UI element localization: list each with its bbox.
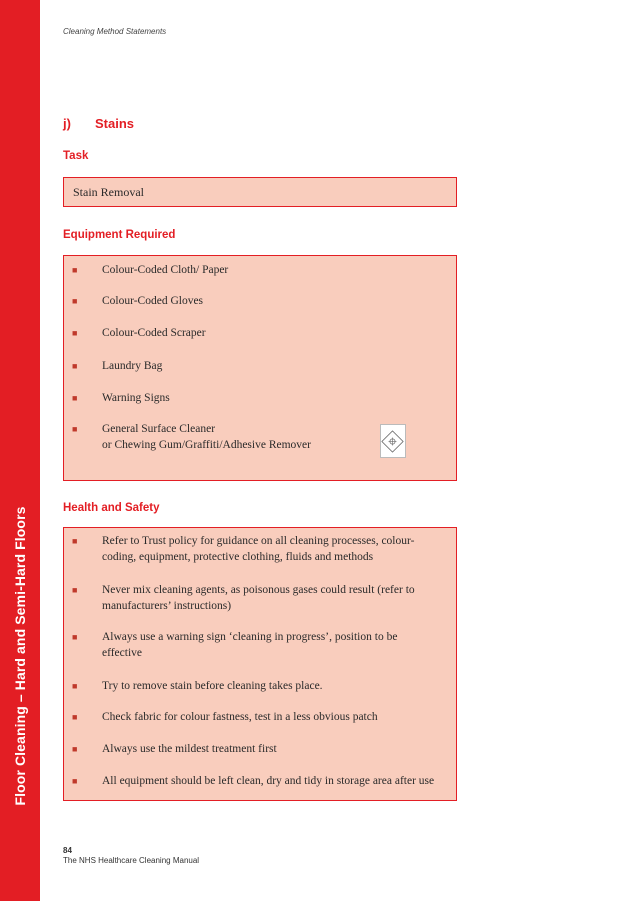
bullet-icon: ■ bbox=[72, 361, 78, 371]
task-heading: Task bbox=[63, 150, 89, 162]
bullet-icon: ■ bbox=[72, 712, 78, 722]
bullet-icon: ■ bbox=[72, 328, 78, 338]
bullet-icon: ■ bbox=[72, 776, 78, 786]
bullet-icon: ■ bbox=[72, 265, 78, 275]
bullet-icon: ■ bbox=[72, 296, 78, 306]
page-number: 84 bbox=[63, 846, 72, 855]
task-value: Stain Removal bbox=[73, 185, 144, 199]
hazard-symbol-icon bbox=[380, 424, 406, 458]
equipment-heading: Equipment Required bbox=[63, 229, 176, 241]
section-title: Stains bbox=[95, 116, 135, 131]
task-box bbox=[63, 177, 457, 207]
section-letter: j) bbox=[63, 116, 71, 131]
bullet-icon: ■ bbox=[72, 424, 78, 434]
bullet-icon: ■ bbox=[72, 536, 78, 546]
section-heading bbox=[63, 116, 134, 131]
sidebar-band bbox=[0, 0, 40, 901]
sidebar-title: Floor Cleaning – Hard and Semi-Hard Floors bbox=[12, 506, 28, 806]
bullet-icon: ■ bbox=[72, 632, 78, 642]
equipment-box: ■ Colour-Coded Cloth/ Paper ■ Colour-Coded Gloves ■ Colour-Coded Scraper ■ Laundry Bag ■ Warning Signs ■ General Surface Cleaner or Chewing Gum/Graffiti/Adhesive Remover bbox=[63, 255, 457, 481]
running-head: Cleaning Method Statements bbox=[63, 27, 167, 36]
bullet-icon: ■ bbox=[72, 744, 78, 754]
bullet-icon: ■ bbox=[72, 681, 78, 691]
footer-title: The NHS Healthcare Cleaning Manual bbox=[63, 856, 200, 865]
bullet-icon: ■ bbox=[72, 585, 78, 595]
bullet-icon: ■ bbox=[72, 393, 78, 403]
health-safety-heading: Health and Safety bbox=[63, 502, 160, 514]
health-safety-box: ■ Refer to Trust policy for guidance on all cleaning processes, colour- coding, equipment, protective clothing, fluids and methods ■ Never mix cleaning agents, as poisonous gases could result (refer to manufacturers’ instructions) ■ Always use a warning sign ‘cleaning in progress’, position to be effective ■ Try to remove stain before cleaning takes place. ■ Check fabric for colour fastness, test in a less obvious patch ■ Always use the mildest treatment first ■ All equipment should be left clean, dry and tidy in storage area after use bbox=[63, 527, 457, 801]
